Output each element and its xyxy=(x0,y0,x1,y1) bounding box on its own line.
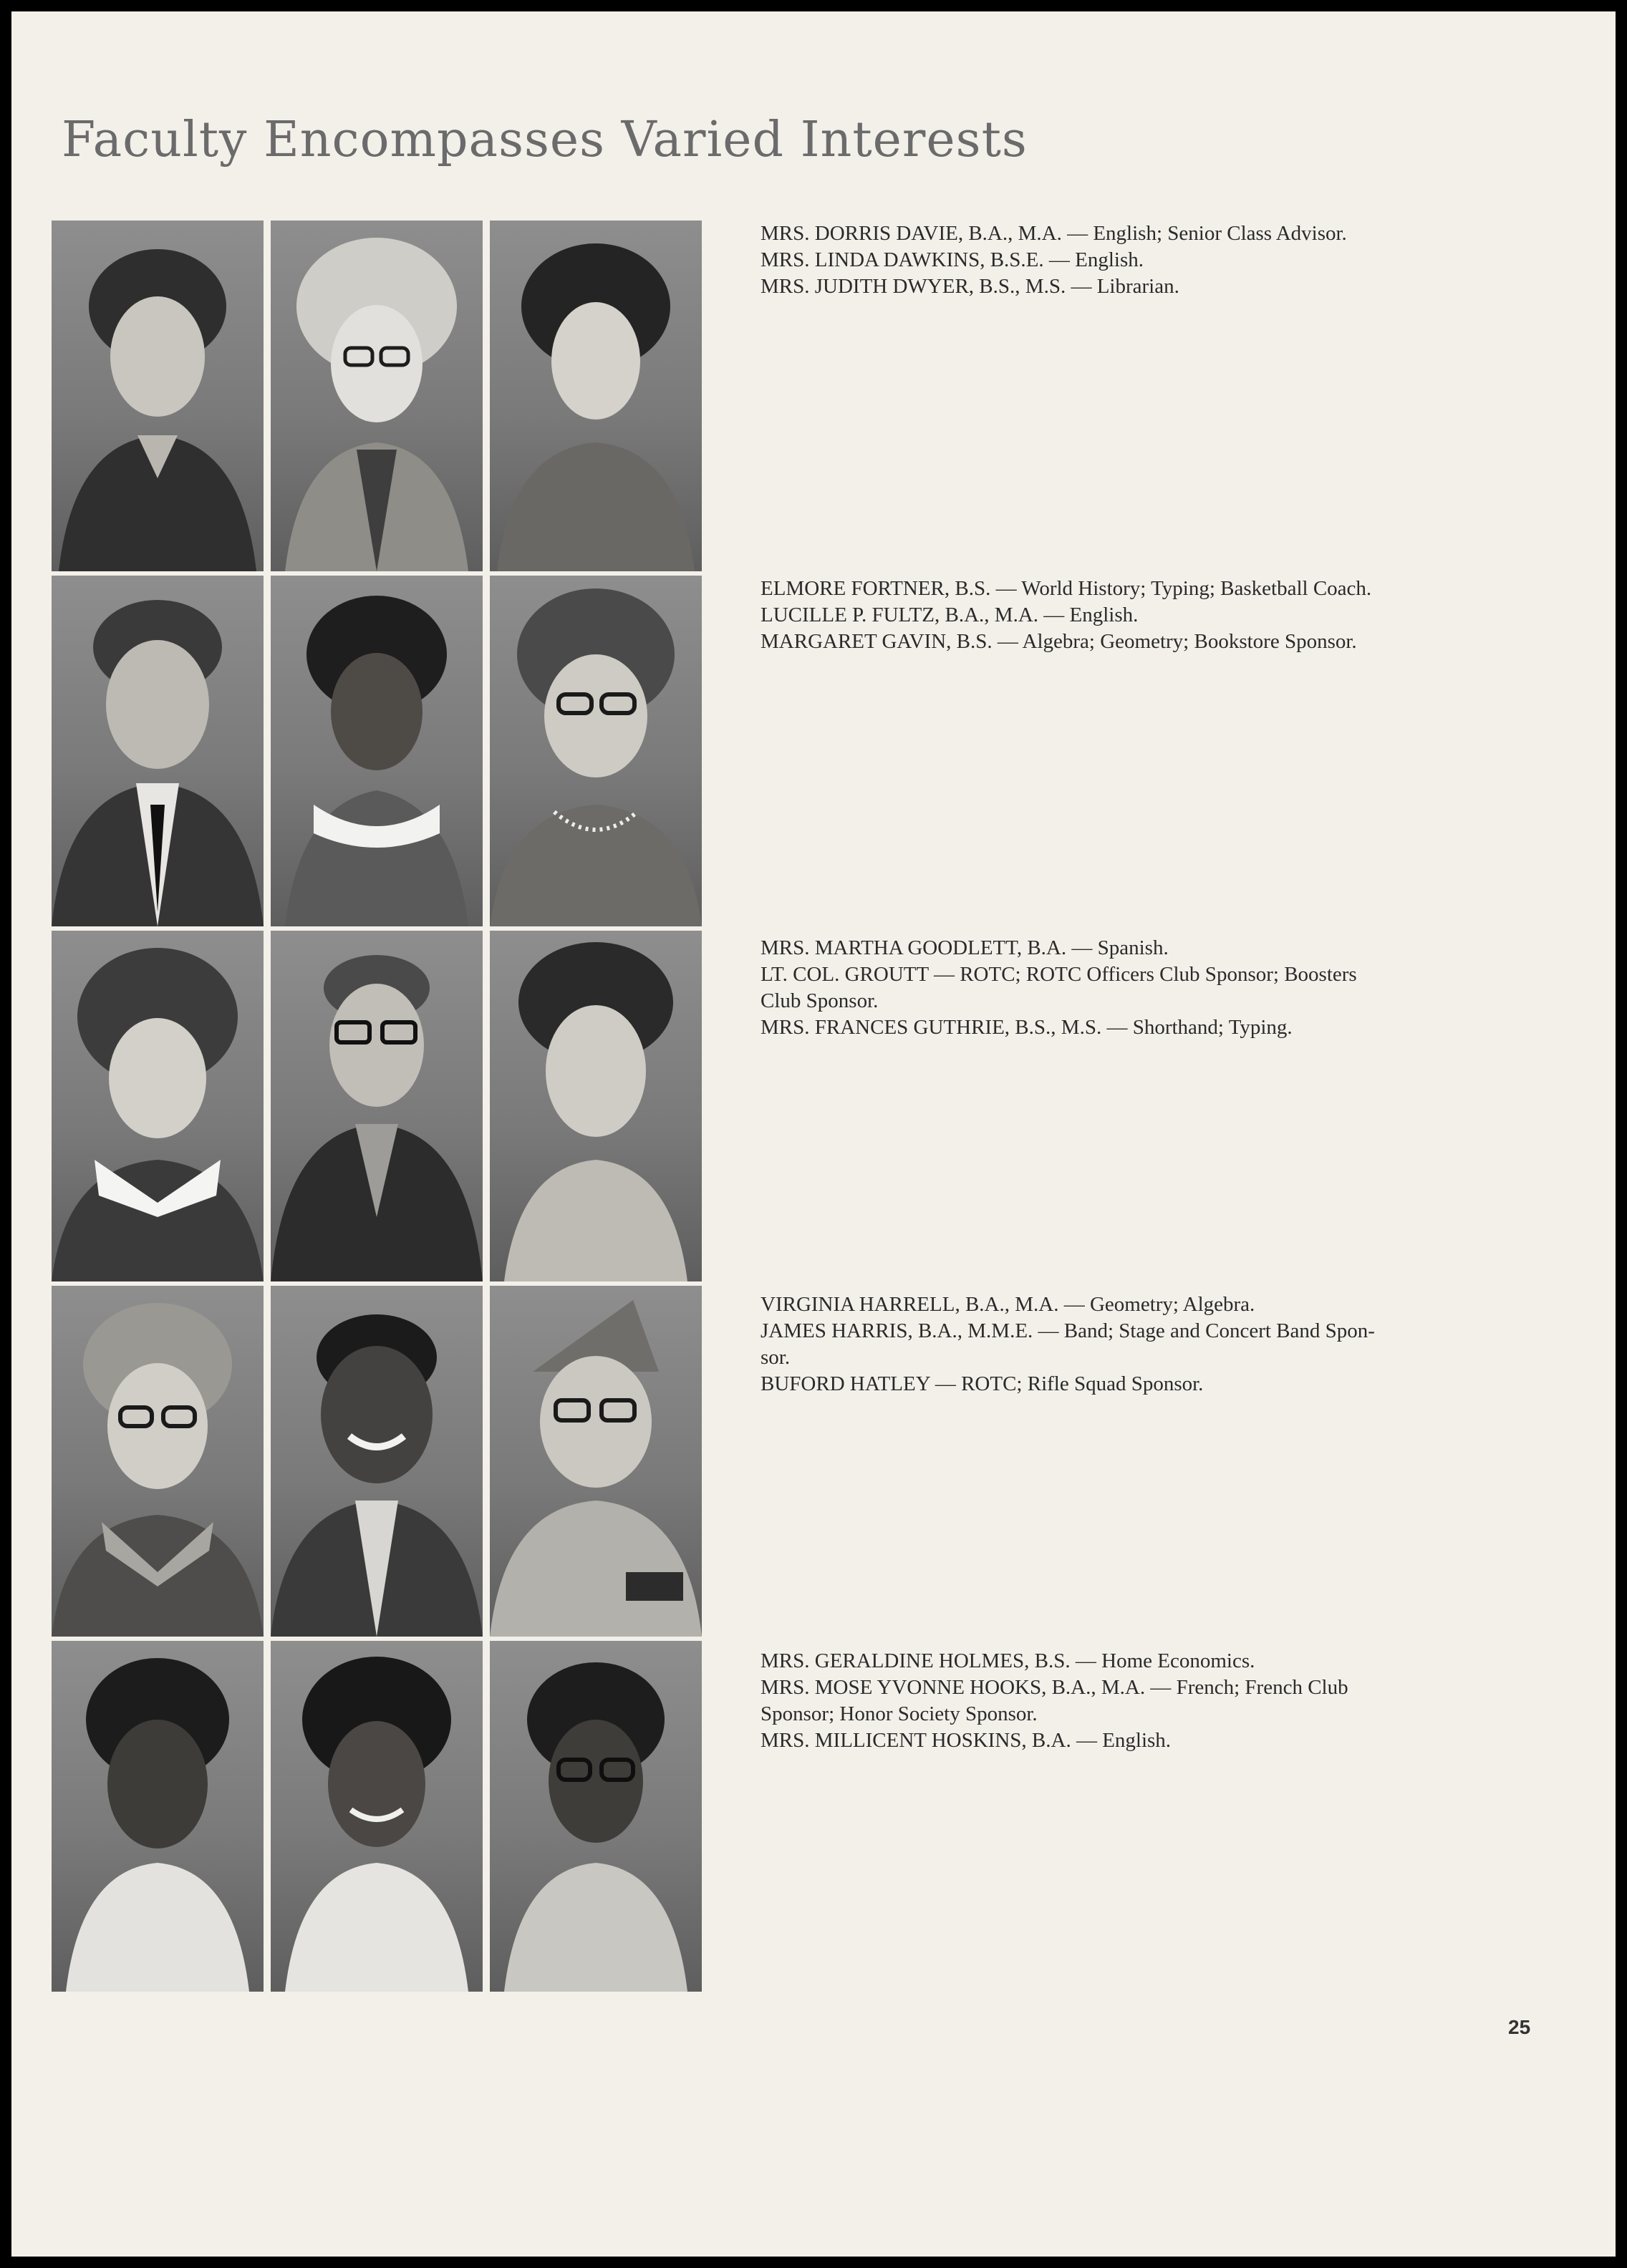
portrait-photo xyxy=(271,220,483,571)
faculty-caption-line: LT. COL. GROUTT — ROTC; ROTC Officers Club Sponsor; Boosters xyxy=(761,963,1357,986)
faculty-caption-line: VIRGINIA HARRELL, B.A., M.A. — Geometry; Algebra. xyxy=(761,1293,1255,1316)
faculty-caption-line: BUFORD HATLEY — ROTC; Rifle Squad Sponsor. xyxy=(761,1372,1204,1395)
faculty-caption-line: MRS. GERALDINE HOLMES, B.S. — Home Economics. xyxy=(761,1649,1255,1672)
faculty-caption-line: LUCILLE P. FULTZ, B.A., M.A. — English. xyxy=(761,604,1139,626)
yearbook-page xyxy=(11,11,1616,2257)
photo-row xyxy=(52,220,702,573)
portrait-photo xyxy=(52,1286,264,1637)
caption-group xyxy=(761,576,1491,655)
faculty-caption-line: ELMORE FORTNER, B.S. — World History; Typing; Basketball Coach. xyxy=(761,577,1372,600)
page-title: Faculty Encompasses Varied Interests xyxy=(62,112,1028,168)
portrait-photo xyxy=(490,1641,702,1992)
faculty-caption-line: MRS. MILLICENT HOSKINS, B.A. — English. xyxy=(761,1729,1172,1752)
photo-row xyxy=(52,1286,702,1638)
faculty-caption-line: sor. xyxy=(761,1346,791,1369)
portrait-photo xyxy=(490,220,702,571)
faculty-caption-line: MRS. MOSE YVONNE HOOKS, B.A., M.A. — French; French Club xyxy=(761,1676,1348,1699)
caption-group xyxy=(761,935,1491,1041)
portrait-photo xyxy=(271,931,483,1281)
faculty-caption-line: JAMES HARRIS, B.A., M.M.E. — Band; Stage and Concert Band Spon- xyxy=(761,1319,1375,1342)
portrait-photo xyxy=(271,576,483,926)
caption-group xyxy=(761,1292,1491,1397)
portrait-photo xyxy=(52,220,264,571)
portrait-photo xyxy=(52,576,264,926)
faculty-caption-line: MRS. FRANCES GUTHRIE, B.S., M.S. — Shorthand; Typing. xyxy=(761,1016,1293,1039)
caption-group xyxy=(761,220,1491,300)
photo-row xyxy=(52,576,702,928)
portrait-photo xyxy=(490,931,702,1281)
faculty-caption-line: Club Sponsor. xyxy=(761,989,879,1012)
portrait-photo xyxy=(490,576,702,926)
photo-row xyxy=(52,931,702,1283)
faculty-caption-line: MRS. DORRIS DAVIE, B.A., M.A. — English; Senior Class Advisor. xyxy=(761,222,1347,245)
portrait-photo xyxy=(271,1641,483,1992)
faculty-caption-line: MRS. LINDA DAWKINS, B.S.E. — English. xyxy=(761,248,1144,271)
portrait-photo xyxy=(271,1286,483,1637)
photo-row xyxy=(52,1641,702,1993)
portrait-photo xyxy=(52,1641,264,1992)
portrait-photo xyxy=(490,1286,702,1637)
faculty-caption-line: MRS. MARTHA GOODLETT, B.A. — Spanish. xyxy=(761,936,1169,959)
caption-group xyxy=(761,1648,1491,1754)
faculty-caption-line: MRS. JUDITH DWYER, B.S., M.S. — Librarian. xyxy=(761,275,1179,298)
faculty-caption-line: MARGARET GAVIN, B.S. — Algebra; Geometry; Bookstore Sponsor. xyxy=(761,630,1357,653)
page-number: 25 xyxy=(1508,2016,1531,2038)
faculty-caption-line: Sponsor; Honor Society Sponsor. xyxy=(761,1702,1038,1725)
portrait-photo xyxy=(52,931,264,1281)
